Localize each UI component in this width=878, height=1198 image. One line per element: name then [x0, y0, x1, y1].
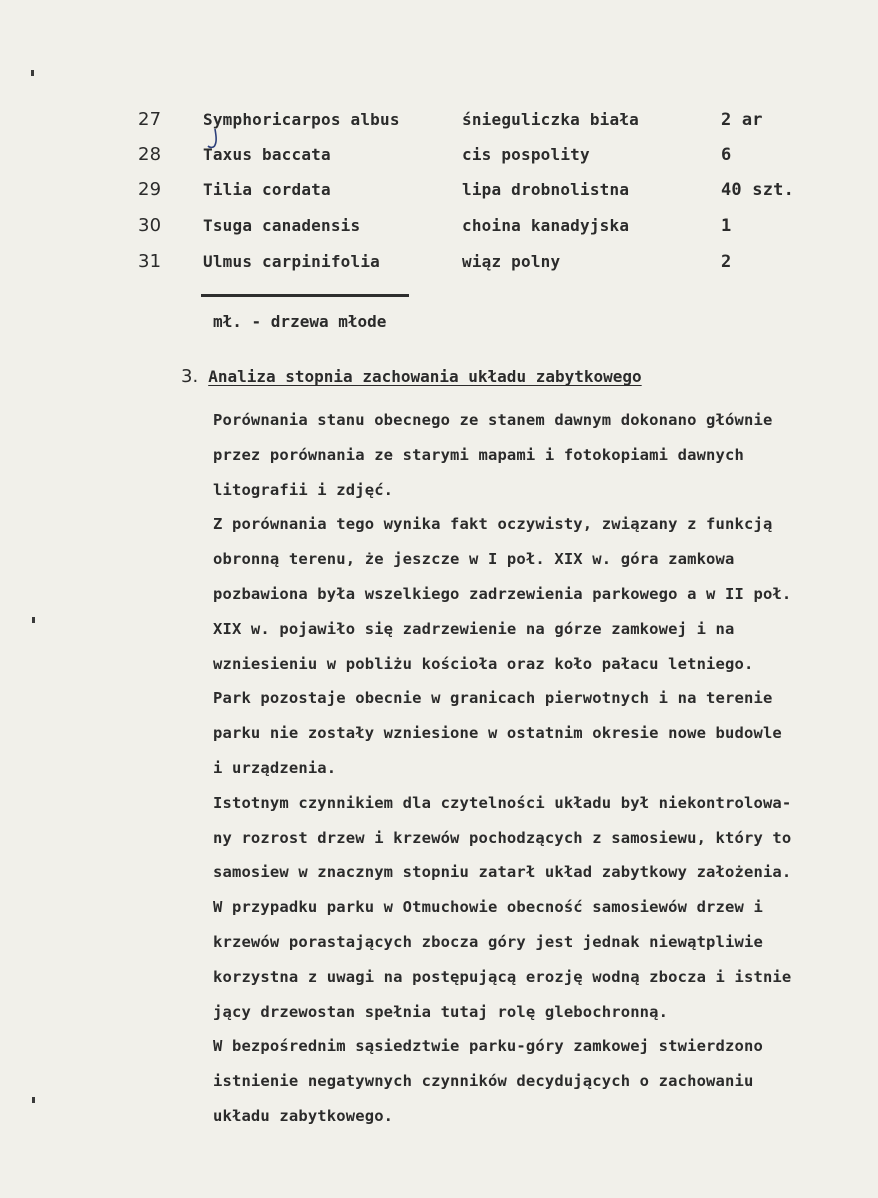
- row-number: 30: [138, 215, 162, 236]
- table-row: [0, 248, 878, 278]
- text-line: krzewów porastających zbocza góry jest jednak niewątpliwie: [213, 932, 763, 951]
- polish-name: wiąz polny: [462, 252, 561, 271]
- text-line: W przypadku parku w Otmuchowie obecność samosiewów drzew i: [213, 898, 763, 917]
- text-line: obronną terenu, że jeszcze w I poł. XIX w. góra zamkowa: [213, 550, 735, 569]
- table-row: [0, 212, 878, 242]
- table-legend: mł. - drzewa młode: [213, 312, 387, 331]
- table-divider: [201, 294, 409, 297]
- table-row: [0, 176, 878, 206]
- text-line: parku nie zostały wzniesione w ostatnim okresie nowe budowle: [213, 724, 782, 743]
- polish-name: cis pospolity: [462, 145, 590, 164]
- text-line: pozbawiona była wszelkiego zadrzewienia parkowego a w II poł.: [213, 584, 792, 603]
- text-line: i urządzenia.: [213, 758, 337, 777]
- text-line: wzniesieniu w pobliżu kościoła oraz koło pałacu letniego.: [213, 654, 754, 673]
- latin-name: Tilia cordata: [203, 180, 331, 199]
- text-line: przez porównania ze starymi mapami i fotokopiami dawnych: [213, 445, 744, 464]
- latin-name: Symphoricarpos albus: [203, 110, 400, 129]
- text-line: istnienie negatywnych czynników decydujących o zachowaniu: [213, 1072, 754, 1091]
- row-number: 29: [138, 179, 162, 200]
- margin-mark: [32, 1097, 35, 1103]
- latin-name: Tsuga canadensis: [203, 216, 361, 235]
- text-line: Park pozostaje obecnie w granicach pierwotnych i na terenie: [213, 689, 773, 708]
- margin-mark: [31, 70, 34, 76]
- text-line: Z porównania tego wynika fakt oczywisty, związany z funkcją: [213, 515, 773, 534]
- polish-name: lipa drobnolistna: [462, 180, 630, 199]
- row-number: 31: [138, 251, 162, 272]
- quantity: 2: [721, 252, 732, 272]
- text-line: Porównania stanu obecnego ze stanem dawnym dokonano głównie: [213, 411, 773, 429]
- text-line: korzystna z uwagi na postępującą erozję wodną zbocza i istnie: [213, 967, 792, 986]
- section-body: [213, 403, 877, 1134]
- section-number: 3.: [181, 366, 199, 387]
- text-line: samosiew w znacznym stopniu zatarł układ zabytkowy założenia.: [213, 863, 792, 882]
- table-row: [0, 106, 878, 136]
- text-line: XIX w. pojawiło się zadrzewienie na górze zamkowej i na: [213, 619, 735, 638]
- polish-name: śnieguliczka biała: [462, 110, 639, 129]
- latin-name: Taxus baccata: [203, 145, 331, 164]
- quantity: 1: [721, 216, 732, 236]
- text-line: ny rozrost drzew i krzewów pochodzących z samosiewu, który to: [213, 828, 792, 847]
- text-line: układu zabytkowego.: [213, 1106, 394, 1125]
- polish-name: choina kanadyjska: [462, 216, 630, 235]
- row-number: 27: [138, 109, 162, 130]
- text-line: W bezpośrednim sąsiedztwie parku-góry zamkowej stwierdzono: [213, 1037, 763, 1056]
- text-line: litografii i zdjęć.: [213, 480, 394, 499]
- pen-correction-mark: [206, 128, 220, 150]
- margin-mark: [32, 617, 35, 623]
- quantity: 2 ar: [721, 110, 763, 130]
- text-line: jący drzewostan spełnia tutaj rolę glebochronną.: [213, 1002, 669, 1021]
- section-heading: [181, 366, 642, 387]
- text-line: Istotnym czynnikiem dla czytelności układu był niekontrolowa-: [213, 793, 792, 812]
- section-title: Analiza stopnia zachowania układu zabytkowego: [208, 367, 642, 386]
- quantity: 40 szt.: [721, 180, 795, 200]
- row-number: 28: [138, 144, 162, 165]
- table-row: [0, 141, 878, 171]
- quantity: 6: [721, 145, 732, 165]
- latin-name: Ulmus carpinifolia: [203, 252, 380, 271]
